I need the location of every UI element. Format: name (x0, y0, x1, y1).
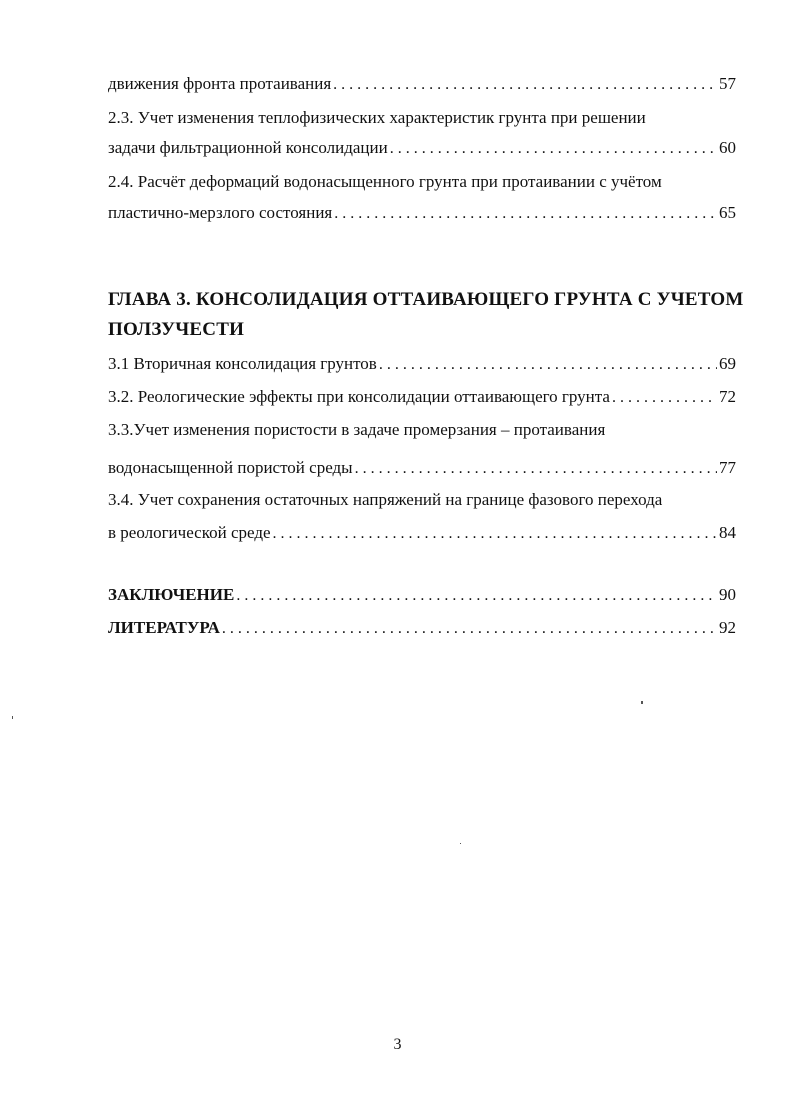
scan-speck (12, 716, 13, 719)
toc-entry-3-3-line2[interactable] (108, 456, 736, 481)
toc-leader-dots (355, 457, 717, 481)
toc-page-number: 60 (719, 138, 736, 157)
toc-entry-text: движения фронта протаивания (108, 74, 332, 93)
toc-entry-text: в реологической среде (108, 523, 271, 542)
toc-entry-text: пластично-мерзлого состояния (108, 203, 333, 222)
toc-entry-text: водонасыщенной пористой среды (108, 458, 353, 477)
toc-entry-3-4-line2[interactable] (108, 521, 736, 546)
toc-entry-text: ЗАКЛЮЧЕНИЕ (108, 585, 235, 604)
toc-page-number: 84 (719, 523, 736, 542)
toc-entry-2-4-line2[interactable] (108, 201, 736, 226)
toc-page-number: 92 (719, 618, 736, 637)
scan-speck (641, 701, 643, 704)
chapter-3-heading-line2[interactable]: ПОЛЗУЧЕСТИ (108, 319, 245, 340)
toc-page-number: 90 (719, 585, 736, 604)
toc-entry-literature[interactable] (108, 616, 736, 641)
toc-entry-2-3-line1[interactable]: 2.3. Учет изменения теплофизических характеристик грунта при решении (108, 108, 646, 127)
toc-leader-dots (390, 137, 717, 161)
toc-leader-dots (379, 353, 717, 377)
toc-page-number: 65 (719, 203, 736, 222)
toc-entry-3-4-line1[interactable]: 3.4. Учет сохранения остаточных напряжений на границе фазового перехода (108, 490, 663, 509)
toc-entry-2-2-continuation[interactable] (108, 72, 736, 97)
toc-page-number: 69 (719, 354, 736, 373)
toc-leader-dots (222, 617, 717, 641)
toc-leader-dots (236, 584, 717, 608)
toc-leader-dots (334, 202, 717, 226)
toc-page-number: 72 (719, 387, 736, 406)
toc-entry-3-2[interactable] (108, 385, 736, 410)
chapter-3-heading-line1[interactable]: ГЛАВА 3. КОНСОЛИДАЦИЯ ОТТАИВАЮЩЕГО ГРУНТА С УЧЕТОМ (108, 289, 744, 310)
toc-entry-2-4-line1[interactable]: 2.4. Расчёт деформаций водонасыщенного грунта при протаивании с учётом (108, 172, 662, 191)
toc-entry-3-3-line1[interactable]: 3.3.Учет изменения пористости в задаче промерзания – протаивания (108, 420, 606, 439)
toc-leader-dots (333, 73, 717, 97)
scan-speck (460, 843, 461, 844)
toc-page-number: 77 (719, 458, 736, 477)
toc-entry-3-1[interactable] (108, 352, 736, 377)
page-number: 3 (393, 1036, 402, 1053)
toc-entry-text: 3.2. Реологические эффекты при консолидации оттаивающего грунта (108, 387, 610, 406)
toc-entry-conclusion[interactable] (108, 583, 736, 608)
toc-entry-text: ЛИТЕРАТУРА (108, 618, 220, 637)
toc-leader-dots (273, 522, 717, 546)
toc-leader-dots (612, 386, 717, 410)
toc-entry-text: 3.1 Вторичная консолидация грунтов (108, 354, 377, 373)
toc-page-number: 57 (719, 74, 736, 93)
toc-entry-2-3-line2[interactable] (108, 136, 736, 161)
toc-entry-text: задачи фильтрационной консолидации (108, 138, 388, 157)
